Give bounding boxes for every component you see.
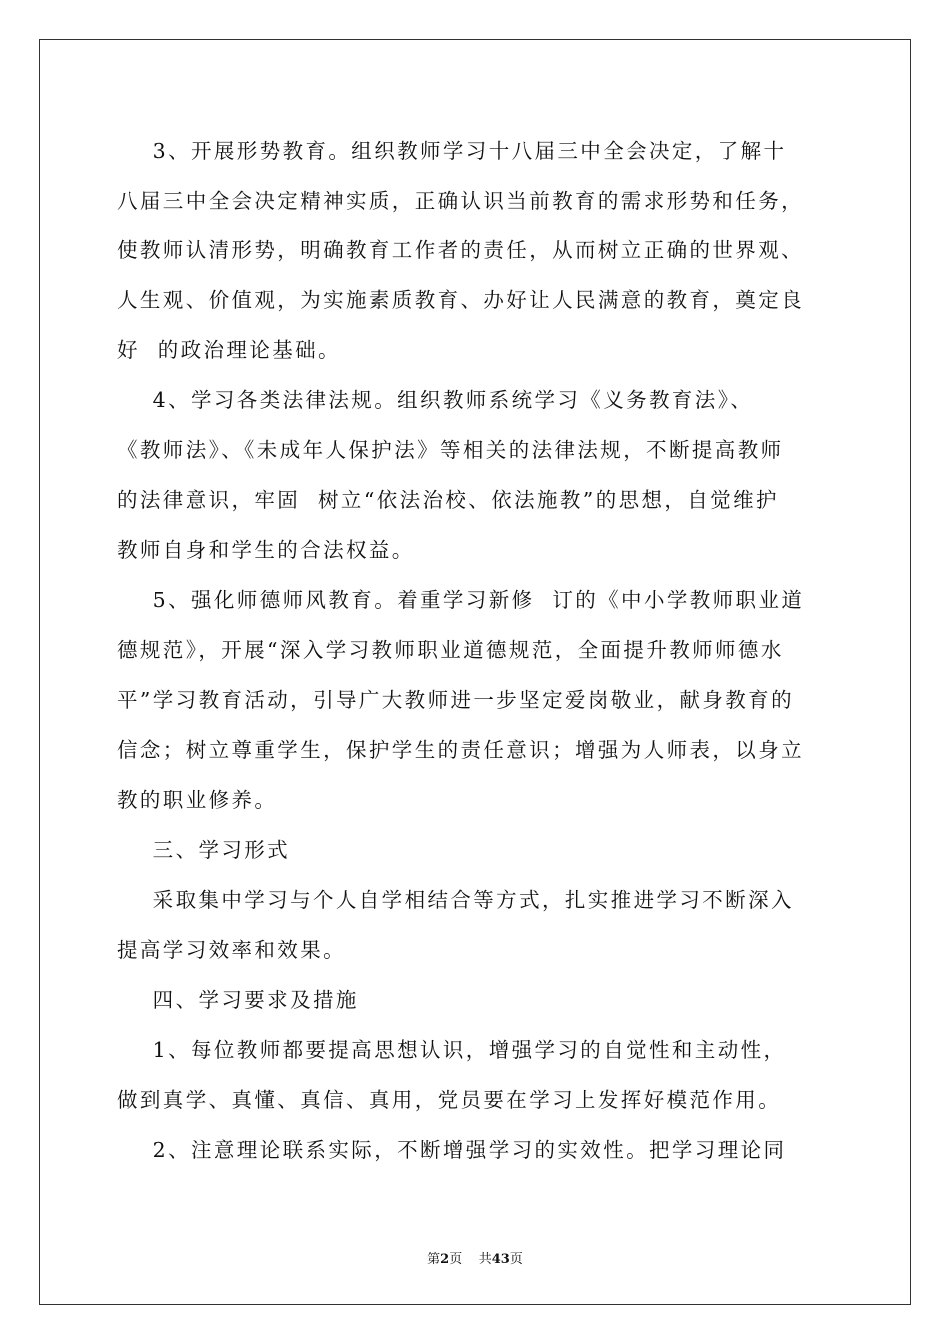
text-line: 教师自身和学生的合法权益。	[117, 538, 415, 562]
text-line: 使教师认清形势，明确教育工作者的责任，从而树立正确的世界观、	[117, 238, 804, 262]
text-line: 做到真学、真懂、真信、真用，党员要在学习上发挥好模范作用。	[117, 1088, 782, 1112]
text-line: 采取集中学习与个人自学相结合等方式，扎实推进学习不断深入	[117, 888, 794, 912]
text-line: 提高学习效率和效果。	[117, 938, 346, 962]
section-heading: 三、学习形式	[117, 838, 291, 862]
text-line: 《教师法》、《未成年人保护法》等相关的法律法规，不断提高教师	[117, 438, 784, 462]
text-line: 信念；树立尊重学生，保护学生的责任意识；增强为人师表，以身立	[117, 738, 804, 762]
text-line: 2、注意理论联系实际，不断增强学习的实效性。把学习理论同	[117, 1138, 787, 1162]
text-line: 的法律意识，牢固 树立“依法治校、依法施教”的思想，自觉维护	[117, 488, 779, 512]
total-page-count: 43	[491, 1252, 510, 1267]
section-heading: 四、学习要求及措施	[117, 988, 359, 1012]
text-line: 5、强化师德师风教育。着重学习新修 订的《中小学教师职业道	[117, 588, 805, 612]
text-line: 人生观、价值观，为实施素质教育、办好让人民满意的教育，奠定良	[117, 288, 804, 312]
page-number-footer	[0, 1248, 950, 1267]
text-line: 1、每位教师都要提高思想认识，增强学习的自觉性和主动性，	[117, 1038, 787, 1062]
text-line: 好 的政治理论基础。	[117, 338, 341, 362]
text-line: 八届三中全会决定精神实质，正确认识当前教育的需求形势和任务，	[117, 189, 804, 213]
text-line: 教的职业修养。	[117, 788, 278, 812]
text-line: 3、开展形势教育。组织教师学习十八届三中全会决定，了解十	[117, 139, 787, 163]
text-line: 平”学习教育活动，引导广大教师进一步坚定爱岗敬业，献身教育的	[117, 688, 794, 712]
page-frame	[39, 39, 911, 1305]
footer-prefix: 第	[427, 1252, 441, 1267]
footer-mid: 页 共	[449, 1252, 492, 1267]
text-line: 德规范》，开展“深入学习教师职业道德规范，全面提升教师师德水	[117, 638, 784, 662]
footer-suffix: 页	[509, 1252, 523, 1267]
text-line: 4、学习各类法律法规。组织教师系统学习《义务教育法》、	[117, 388, 754, 412]
current-page-number: 2	[440, 1252, 450, 1267]
